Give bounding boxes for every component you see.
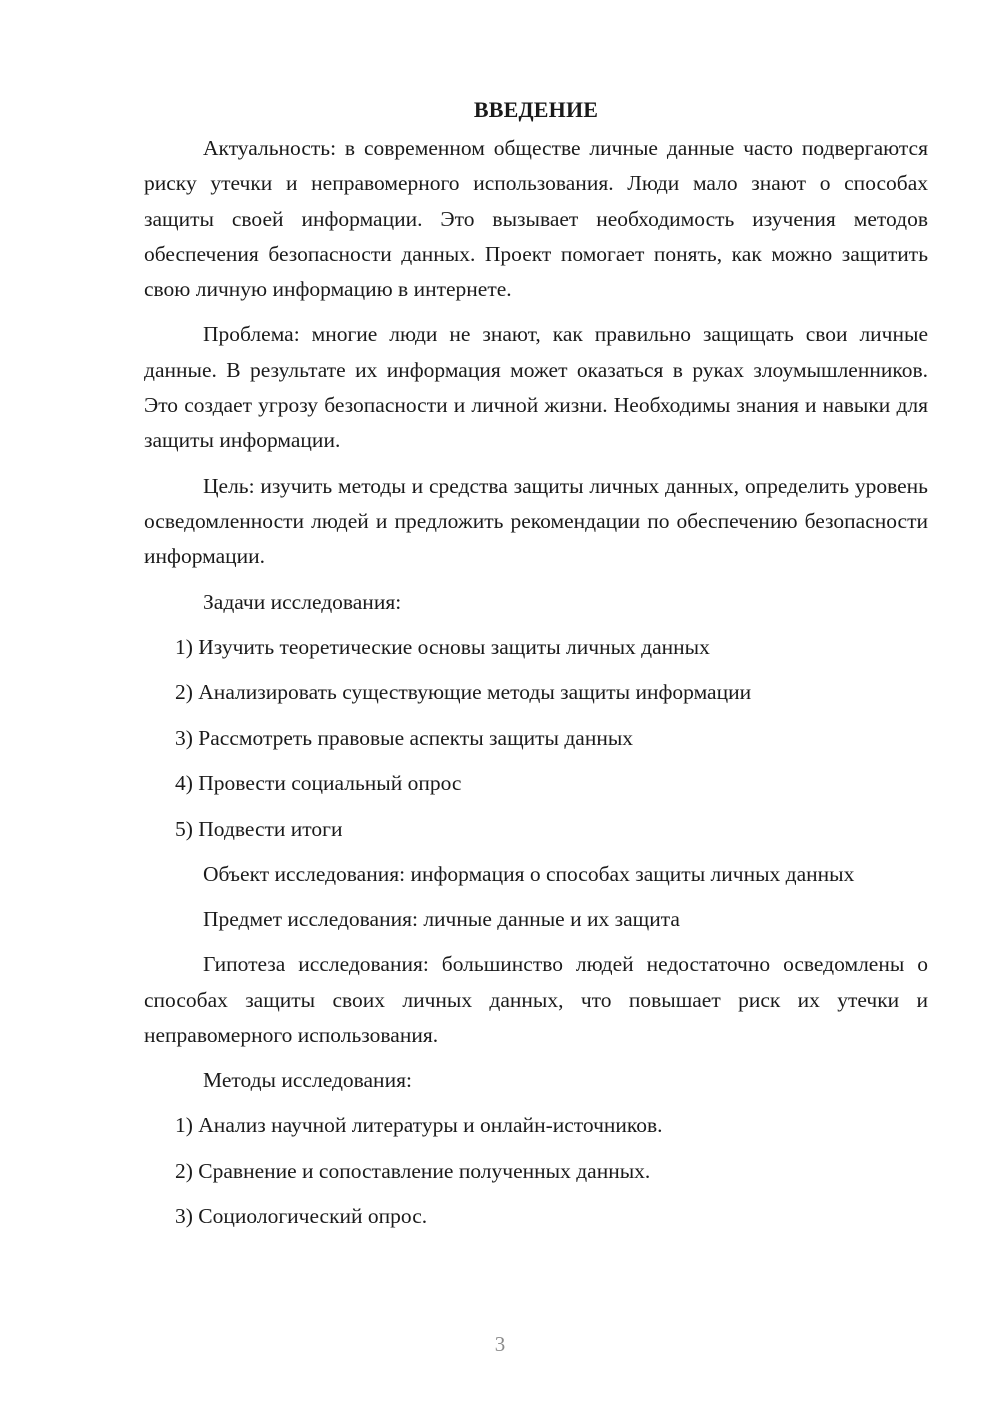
tasks-heading: Задачи исследования: — [203, 589, 402, 614]
goal-paragraph: Цель: изучить методы и средства защиты личных данных, определить уровень осведомленности людей и предложить рекомендации по обеспечению безопасности информации. — [144, 473, 928, 569]
task-item: 1) Изучить теоретические основы защиты личных данных — [175, 634, 710, 659]
methods-list — [144, 1108, 928, 1234]
method-item: 1) Анализ научной литературы и онлайн-источников. — [175, 1113, 663, 1138]
document-page — [144, 92, 928, 1245]
method-item: 2) Сравнение и сопоставление полученных данных. — [175, 1158, 651, 1183]
method-item: 3) Социологический опрос. — [175, 1204, 428, 1229]
task-item: 4) Провести социальный опрос — [175, 771, 462, 796]
task-item: 2) Анализировать существующие методы защиты информации — [175, 680, 752, 705]
methods-heading: Методы исследования: — [203, 1068, 412, 1093]
section-title: ВВЕДЕНИЕ — [473, 97, 599, 122]
tasks-list — [144, 630, 928, 847]
hypothesis-paragraph: Гипотеза исследования: большинство людей недостаточно осведомлены о способах защиты своих личных данных, что повышает риск их утечки и неправомерного использования. — [144, 952, 928, 1047]
relevance-paragraph: Актуальность: в современном обществе личные данные часто подвергаются риску утечки и неправомерного использования. Люди мало знают о способах защиты своей информации. Это вызывает необходимость изучения методов обеспечения безопасности данных. Проект помогает понять, как можно защитить свою личную информацию в интернете. — [144, 136, 928, 302]
object-paragraph: Объект исследования: информация о способах защиты личных данных — [203, 862, 855, 887]
problem-paragraph: Проблема: многие люди не знают, как правильно защищать свои личные данные. В результате их информация может оказаться в руках злоумышленников. Это создает угрозу безопасности и личной жизни. Необходимы знания и навыки для защиты информации. — [144, 322, 928, 453]
subject-paragraph: Предмет исследования: личные данные и их защита — [203, 907, 680, 932]
task-item: 5) Подвести итоги — [175, 816, 343, 841]
page-number: 3 — [494, 1332, 506, 1356]
task-item: 3) Рассмотреть правовые аспекты защиты данных — [175, 725, 634, 750]
